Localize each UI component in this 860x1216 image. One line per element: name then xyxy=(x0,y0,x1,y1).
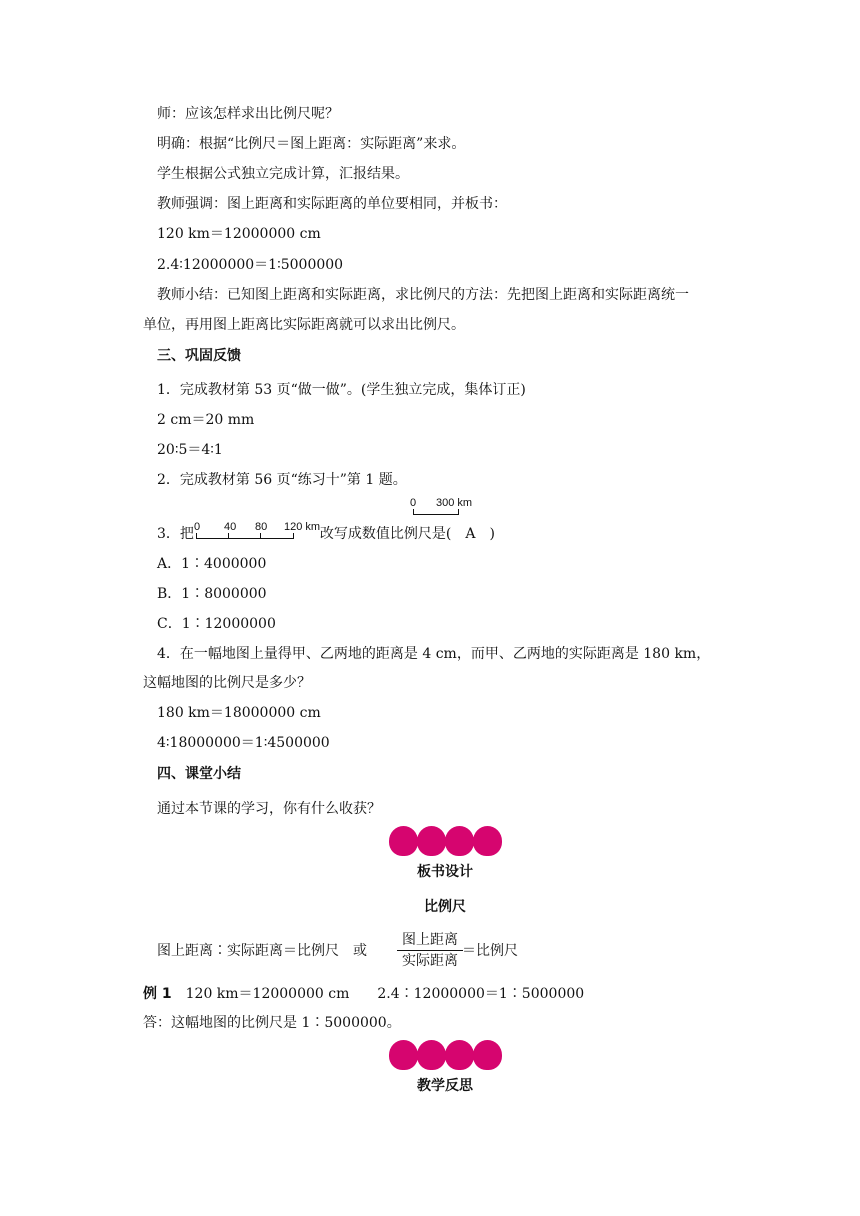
dot-icon xyxy=(389,1040,418,1070)
text-line: 通过本节课的学习，你有什么收获？ xyxy=(157,801,381,817)
dot-icon xyxy=(445,826,474,856)
scale-label: 40 xyxy=(224,521,237,533)
scale-label: 0 xyxy=(194,521,201,533)
equation-line: 2.4∶12000000＝1∶5000000 xyxy=(157,257,344,273)
text-line: 教师小结：已知图上距离和实际距离，求比例尺的方法：先把图上距离和实际距离统一 xyxy=(157,287,689,303)
dot-icon xyxy=(473,826,502,856)
question-line: 1．完成教材第 53 页“做一做”。(学生独立完成，集体订正) xyxy=(157,382,526,398)
fraction xyxy=(397,930,463,971)
fraction-numerator: 图上距离 xyxy=(397,930,463,951)
equation-line: 4∶18000000＝1∶4500000 xyxy=(157,735,330,751)
dot-icon xyxy=(445,1040,474,1070)
scale-label: 300 km xyxy=(436,497,473,509)
answer-line: 答：这幅地图的比例尺是 1∶5000000。 xyxy=(143,1015,401,1031)
equation-line: 2 cm＝20 mm xyxy=(157,412,255,428)
scale-bar-small xyxy=(410,497,490,517)
board-title: 比例尺 xyxy=(424,899,466,915)
decorative-dots xyxy=(389,1040,503,1070)
scale-bar-large xyxy=(196,521,330,541)
section-heading: 三、巩固反馈 xyxy=(157,348,241,364)
scale-label: 0 xyxy=(410,497,417,509)
option-c: C．1∶12000000 xyxy=(157,616,276,632)
text-line: 明确：根据“比例尺＝图上距离：实际距离”来求。 xyxy=(157,136,466,152)
scale-line xyxy=(196,533,294,539)
formula-line: 图上距离∶实际距离＝比例尺 或 xyxy=(157,943,367,959)
equation-line: 120 km＝12000000 cm xyxy=(157,226,321,242)
question-line: 这幅地图的比例尺是多少？ xyxy=(143,675,311,691)
option-b: B．1∶8000000 xyxy=(157,586,267,602)
scale-tick xyxy=(228,533,229,538)
dot-icon xyxy=(417,1040,446,1070)
question-line: 2．完成教材第 56 页“练习十”第 1 题。 xyxy=(157,472,407,488)
scale-tick xyxy=(260,533,261,538)
example-line xyxy=(143,984,584,1004)
text-line: 单位，再用图上距离比实际距离就可以求出比例尺。 xyxy=(143,317,465,333)
question-suffix: 改写成数值比例尺是( A ) xyxy=(319,526,495,542)
example-label: 例 1 xyxy=(143,986,172,1002)
option-a: A．1∶4000000 xyxy=(157,556,267,572)
example-text: 120 km＝12000000 cm 2.4∶12000000＝1∶5000000 xyxy=(171,986,585,1002)
text-line: 教师强调：图上距离和实际距离的单位要相同，并板书： xyxy=(157,196,507,212)
dot-icon xyxy=(389,826,418,856)
text-line: 师：应该怎样求出比例尺呢？ xyxy=(157,106,339,122)
board-heading: 板书设计 xyxy=(417,864,473,880)
question-prefix: 3．把 xyxy=(157,526,194,542)
question-line: 4．在一幅地图上量得甲、乙两地的距离是 4 cm，而甲、乙两地的实际距离是 180 km， xyxy=(157,646,711,662)
reflection-heading: 教学反思 xyxy=(417,1078,473,1094)
text-line: 学生根据公式独立完成计算，汇报结果。 xyxy=(157,166,409,182)
scale-label: 80 xyxy=(255,521,268,533)
scale-line xyxy=(413,509,459,515)
decorative-dots xyxy=(389,826,503,856)
section-heading: 四、课堂小结 xyxy=(157,766,241,782)
equation-line: 180 km＝18000000 cm xyxy=(157,705,321,721)
equation-line: 20∶5＝4∶1 xyxy=(157,442,223,458)
formula-right: ＝比例尺 xyxy=(462,943,518,959)
dot-icon xyxy=(417,826,446,856)
dot-icon xyxy=(473,1040,502,1070)
scale-label: 120 km xyxy=(284,521,321,533)
fraction-denominator: 实际距离 xyxy=(402,953,458,969)
